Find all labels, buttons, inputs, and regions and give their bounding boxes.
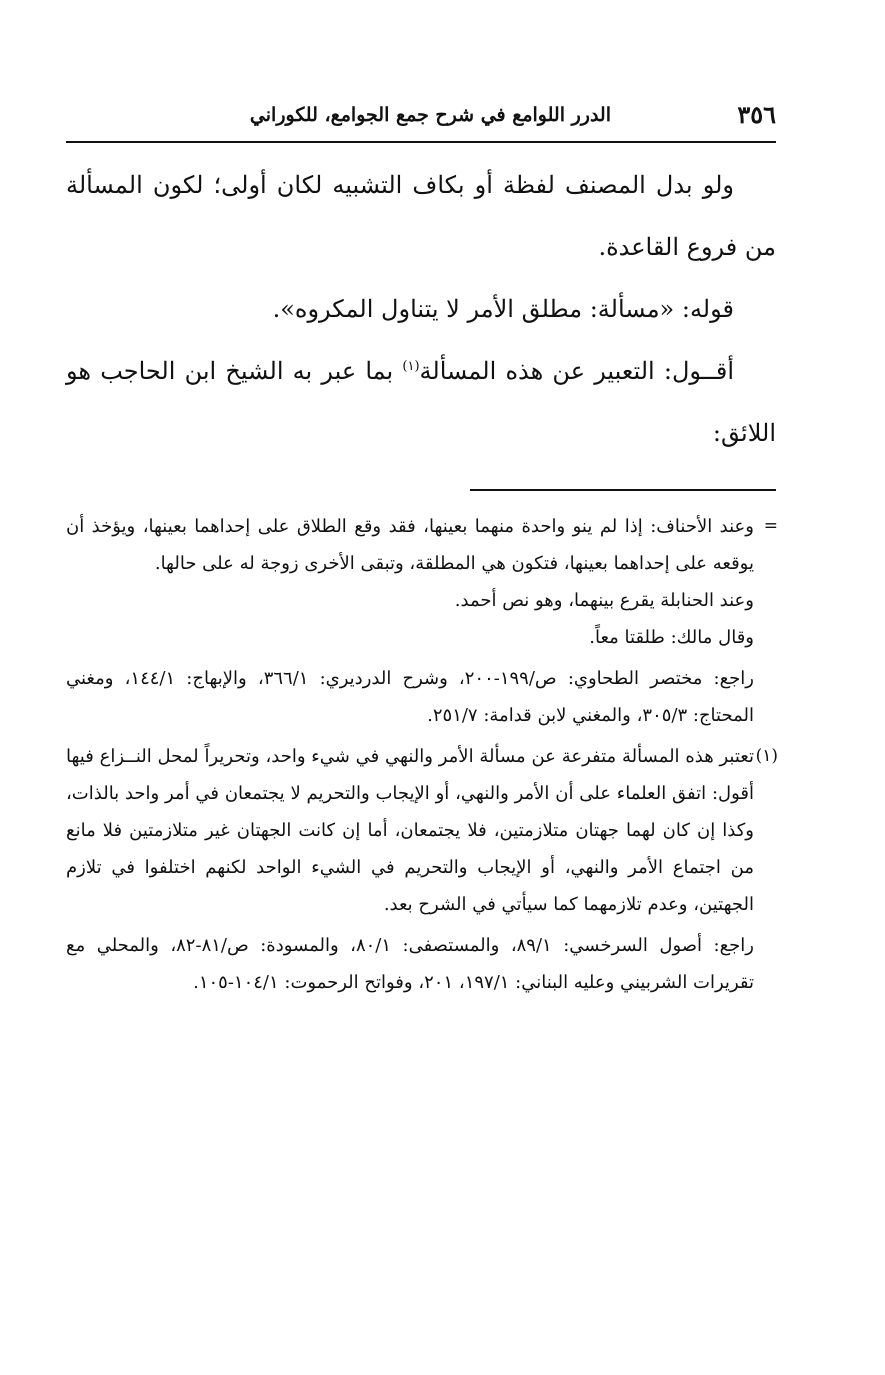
footnotes: [66, 508, 778, 1001]
page-header: [66, 98, 776, 132]
footnote-1-text: تعتبر هذه المسألة متفرعة عن مسألة الأمر والنهي في شيء واحد، وتحريراً لمحل النــزاع فيها أقول: اتفق العلماء على أن الأمر والنهي، أو الإيجاب والتحريم لا يجتمعان في أمر واحد بالذات، وكذا إن كان لهما جهتان متلازمتين، فلا يجتمعان، أما إن كانت الجهتان غير متلازمتين فلا مانع من اجتماع الأمر والنهي، أو الإيجاب والتحريم في الشيء الواحد لكنهم اختلفوا في تلازم الجهتين، وعدم تلازمهما كما سيأتي في الشرح بعد.: [66, 746, 754, 915]
footnote-continuation-references: راجع: مختصر الطحاوي: ص/١٩٩-٢٠٠، وشرح الدرديري: ٣٦٦/١، والإبهاج: ١٤٤/١، ومغني المحتاج: ٣٠٥/٣، والمغني لابن قدامة: ٢٥١/٧.: [66, 668, 755, 726]
footnote-continuation-paragraph-2: وعند الحنابلة يقرع بينهما، وهو نص أحمد.: [454, 590, 754, 611]
main-paragraph-3-end: بما عبر به الشيخ ابن الحاجب هو اللائق:: [66, 357, 776, 447]
header-rule: [66, 141, 776, 143]
main-paragraph-3: [66, 340, 776, 464]
running-title: الدرر اللوامع في شرح جمع الجوامع، للكوراني: [249, 104, 611, 126]
footnote-1: [66, 738, 778, 923]
footnote-continuation-paragraph-1: وعند الأحناف: إذا لم ينو واحدة منهما بعينها، فقد وقع الطلاق على إحداهما بعينها، ويؤخذ أن يوقعه على إحداهما بعينها، فتكون هي المطلقة، وتبقى الأخرى زوجة له على حالها.: [66, 516, 754, 574]
footnote-1-marker: (١): [755, 746, 778, 766]
main-paragraph-1: ولو بدل المصنف لفظة أو بكاف التشبيه لكان أولى؛ لكون المسألة من فروع القاعدة.: [66, 171, 776, 261]
main-paragraph-2: قوله: «مسألة: مطلق الأمر لا يتناول المكروه».: [272, 295, 734, 323]
footnote-1-references: راجع: أصول السرخسي: ٨٩/١، والمستصفى: ٨٠/١، والمسودة: ص/٨١-٨٢، والمحلي مع تقريرات الشربيني وعليه البناني: ١٩٧/١، ٢٠١، وفواتح الرحموت: ١٠٤/١-١٠٥.: [66, 935, 754, 993]
footnote-reference-1[interactable]: (١): [402, 359, 420, 374]
main-text: [66, 154, 776, 464]
footnote-continuation: [66, 508, 778, 582]
footnote-rule: [470, 489, 776, 491]
main-paragraph-3-start: أقــول: التعبير عن هذه المسألة: [419, 357, 735, 385]
page-number: ٣٥٦: [737, 100, 776, 129]
continuation-marker: =: [763, 516, 778, 536]
footnote-continuation-paragraph-3: وقال مالك: طلقتا معاً.: [589, 627, 754, 648]
